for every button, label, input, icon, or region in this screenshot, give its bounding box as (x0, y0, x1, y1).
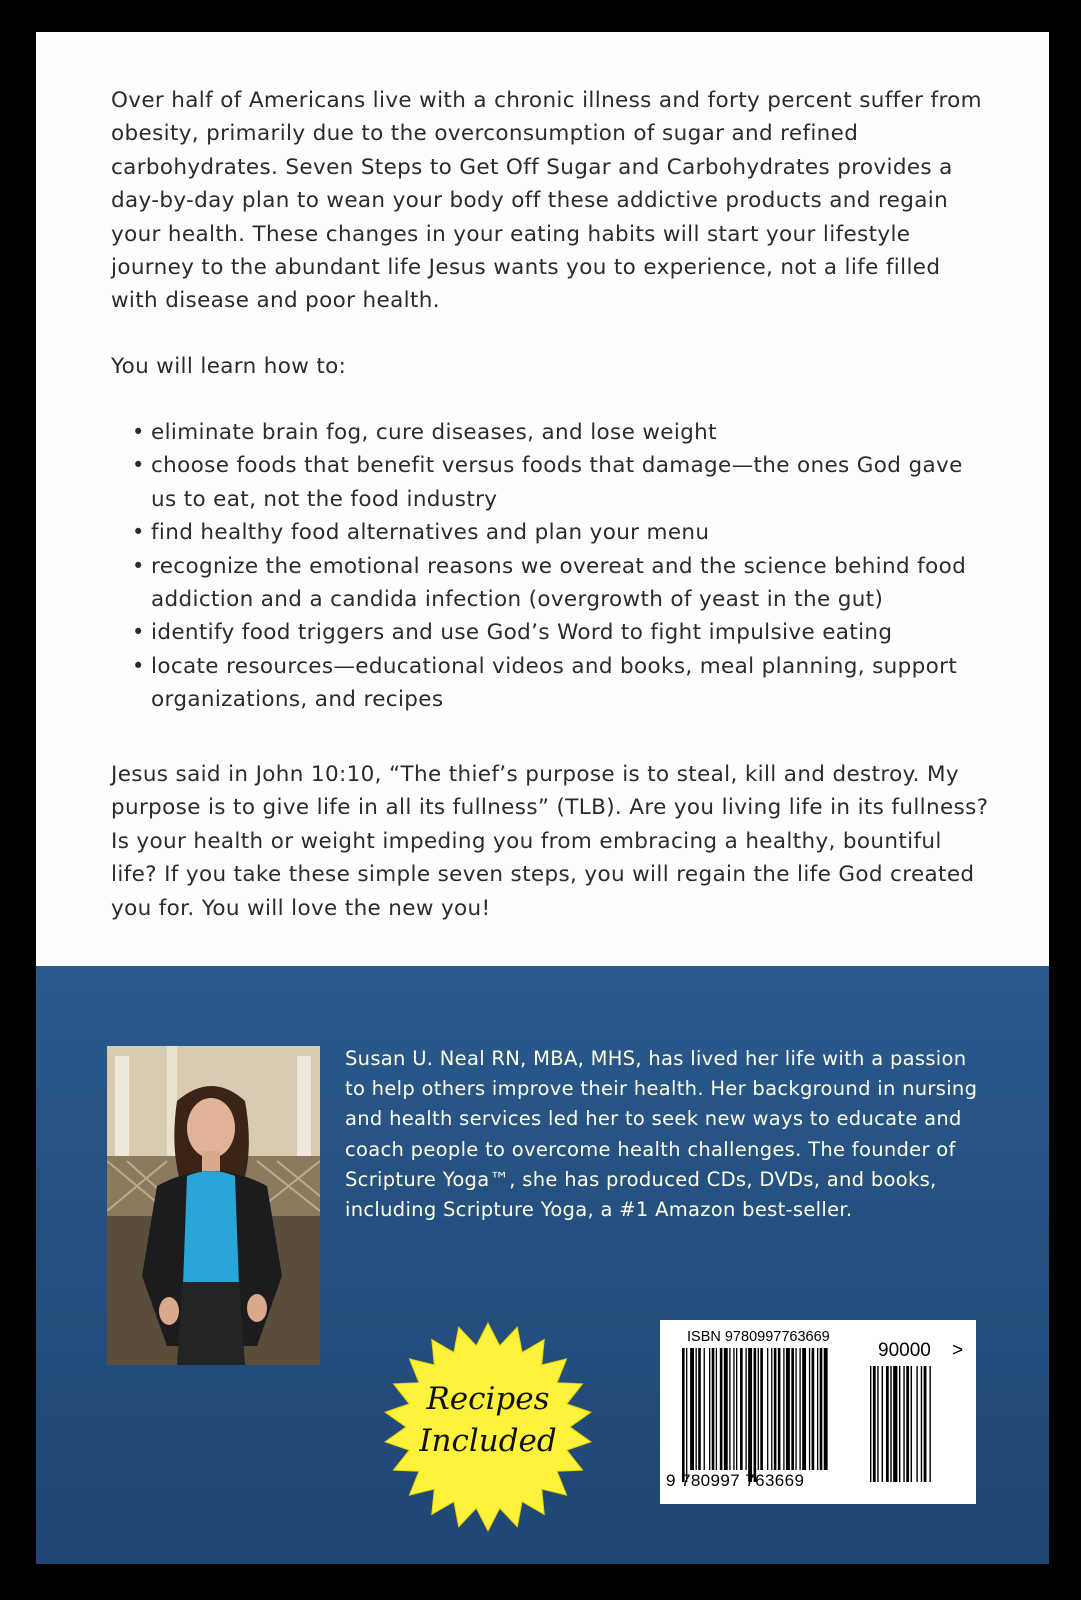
barcode-bar (758, 1348, 759, 1470)
barcode-bar (720, 1348, 723, 1470)
addon-bar (893, 1366, 897, 1482)
barcode-bar (809, 1348, 810, 1470)
price-code: 90000 (878, 1340, 931, 1361)
addon-bar (911, 1366, 912, 1482)
barcode-bar (820, 1348, 823, 1470)
bullet-icon: • (132, 520, 145, 545)
barcode-bar (729, 1348, 730, 1470)
barcode-bar (748, 1348, 752, 1482)
bullet-icon: • (132, 453, 145, 478)
barcode-bar (778, 1348, 781, 1470)
addon-bar (882, 1366, 883, 1482)
barcode-bar (791, 1348, 794, 1470)
author-panel (36, 966, 1049, 1564)
addon-bar (916, 1366, 917, 1482)
barcode-bar (802, 1348, 806, 1470)
blurb-panel (36, 32, 1049, 966)
barcode-bar (704, 1348, 705, 1470)
author-bio: Susan U. Neal RN, MBA, MHS, has lived her life with a passion to help others improve their health. Her background in nursing and health services led her to seek new ways to educate and coach people to overcome health challenges. The founder of Scripture Yoga™, she has produced CDs, DVDs, and books, including Scripture Yoga, a #1 Amazon best-seller. (345, 1047, 978, 1222)
barcode-bar (812, 1348, 815, 1470)
badge-line-1: Recipes (426, 1381, 550, 1417)
barcode-bar (817, 1348, 818, 1470)
barcode-bar (754, 1348, 757, 1482)
addon-bar (899, 1366, 900, 1482)
ean-digits: 9 780997 763669 (666, 1471, 805, 1490)
benefits-list (111, 416, 991, 717)
barcode-bar (783, 1348, 784, 1470)
addon-bar (924, 1366, 927, 1482)
barcode-bar (696, 1348, 697, 1470)
list-item: • identify food triggers and use God’s Word to fight impulsive eating (111, 616, 991, 649)
bullet-icon: • (132, 653, 145, 678)
barcode-bar (736, 1348, 737, 1470)
addon-bar (903, 1366, 904, 1482)
barcode-bar (774, 1348, 777, 1470)
addon-bar (929, 1366, 930, 1482)
barcode-bar (698, 1348, 701, 1470)
barcode-bar (786, 1348, 790, 1470)
addon-bar (873, 1366, 876, 1482)
blurb-paragraph-1: Over half of Americans live with a chronic illness and forty percent suffer from obesity, primarily due to the overconsumption of sugar and refined carbohydrates. Seven Steps to Get Off Sugar and Carbohydrates provides a day-by-day plan to wean your body off these addictive products and regain your health. These changes in your eating habits will start your lifestyle journey to the abundant life Jesus wants you to experience, not a life filled with disease and poor health. (111, 88, 982, 314)
addon-bar (921, 1366, 922, 1482)
list-item: • recognize the emotional reasons we overeat and the science behind food addiction and a candida infection (overgrowth of yeast in the gut) (111, 550, 991, 617)
barcode-bar (771, 1348, 772, 1470)
barcode-bar (712, 1348, 715, 1470)
bullet-icon: • (132, 620, 145, 645)
barcode-bar (724, 1348, 728, 1470)
barcode-bar (709, 1348, 710, 1470)
barcode-bar (686, 1348, 687, 1482)
barcode-bar (767, 1348, 768, 1470)
barcode-bar (824, 1348, 828, 1470)
barcode-bar (795, 1348, 796, 1470)
barcode-bar (733, 1348, 734, 1470)
addon-bar (886, 1366, 889, 1482)
list-item: • locate resources—educational videos and books, meal planning, support organizations, and recipes (111, 650, 991, 717)
list-item: • eliminate brain fog, cure diseases, and lose weight (111, 416, 991, 449)
barcode-bar (740, 1348, 743, 1470)
bullet-icon: • (132, 553, 145, 578)
recipes-included-badge (382, 1321, 594, 1533)
blurb-paragraph-3: Jesus said in John 10:10, “The thief’s purpose is to steal, kill and destroy. My purpose is to give life in all its fullness” (TLB). Are you living life in its fullness? Is your health or weight impeding you from embracing a healthy, bountiful life? If you take these simple seven steps, you will regain the life God created you for. You will love the new you! (111, 762, 989, 921)
list-item: • choose foods that benefit versus foods that damage—the ones God gave us to eat, not the food industry (111, 449, 991, 516)
barcode-bar (799, 1348, 800, 1470)
addon-bar (890, 1366, 891, 1482)
addon-bar (870, 1366, 871, 1482)
badge-line-2: Included (419, 1423, 557, 1459)
addon-bar (906, 1366, 909, 1482)
list-item: • find healthy food alternatives and plan your menu (111, 516, 991, 549)
book-back-cover (36, 32, 1049, 1564)
author-photo (107, 1046, 320, 1365)
barcode-bar (760, 1348, 763, 1470)
addon-bar (877, 1366, 878, 1482)
barcode-bar (716, 1348, 717, 1470)
blurb-intro: You will learn how to: (111, 354, 347, 379)
isbn-label: ISBN 9780997763669 (687, 1329, 830, 1345)
barcode-bar (682, 1348, 685, 1482)
isbn-barcode (660, 1320, 976, 1504)
price-arrow: > (952, 1340, 964, 1361)
bullet-icon: • (132, 420, 145, 444)
barcode-bar (690, 1348, 694, 1470)
barcode-bar (745, 1348, 746, 1470)
